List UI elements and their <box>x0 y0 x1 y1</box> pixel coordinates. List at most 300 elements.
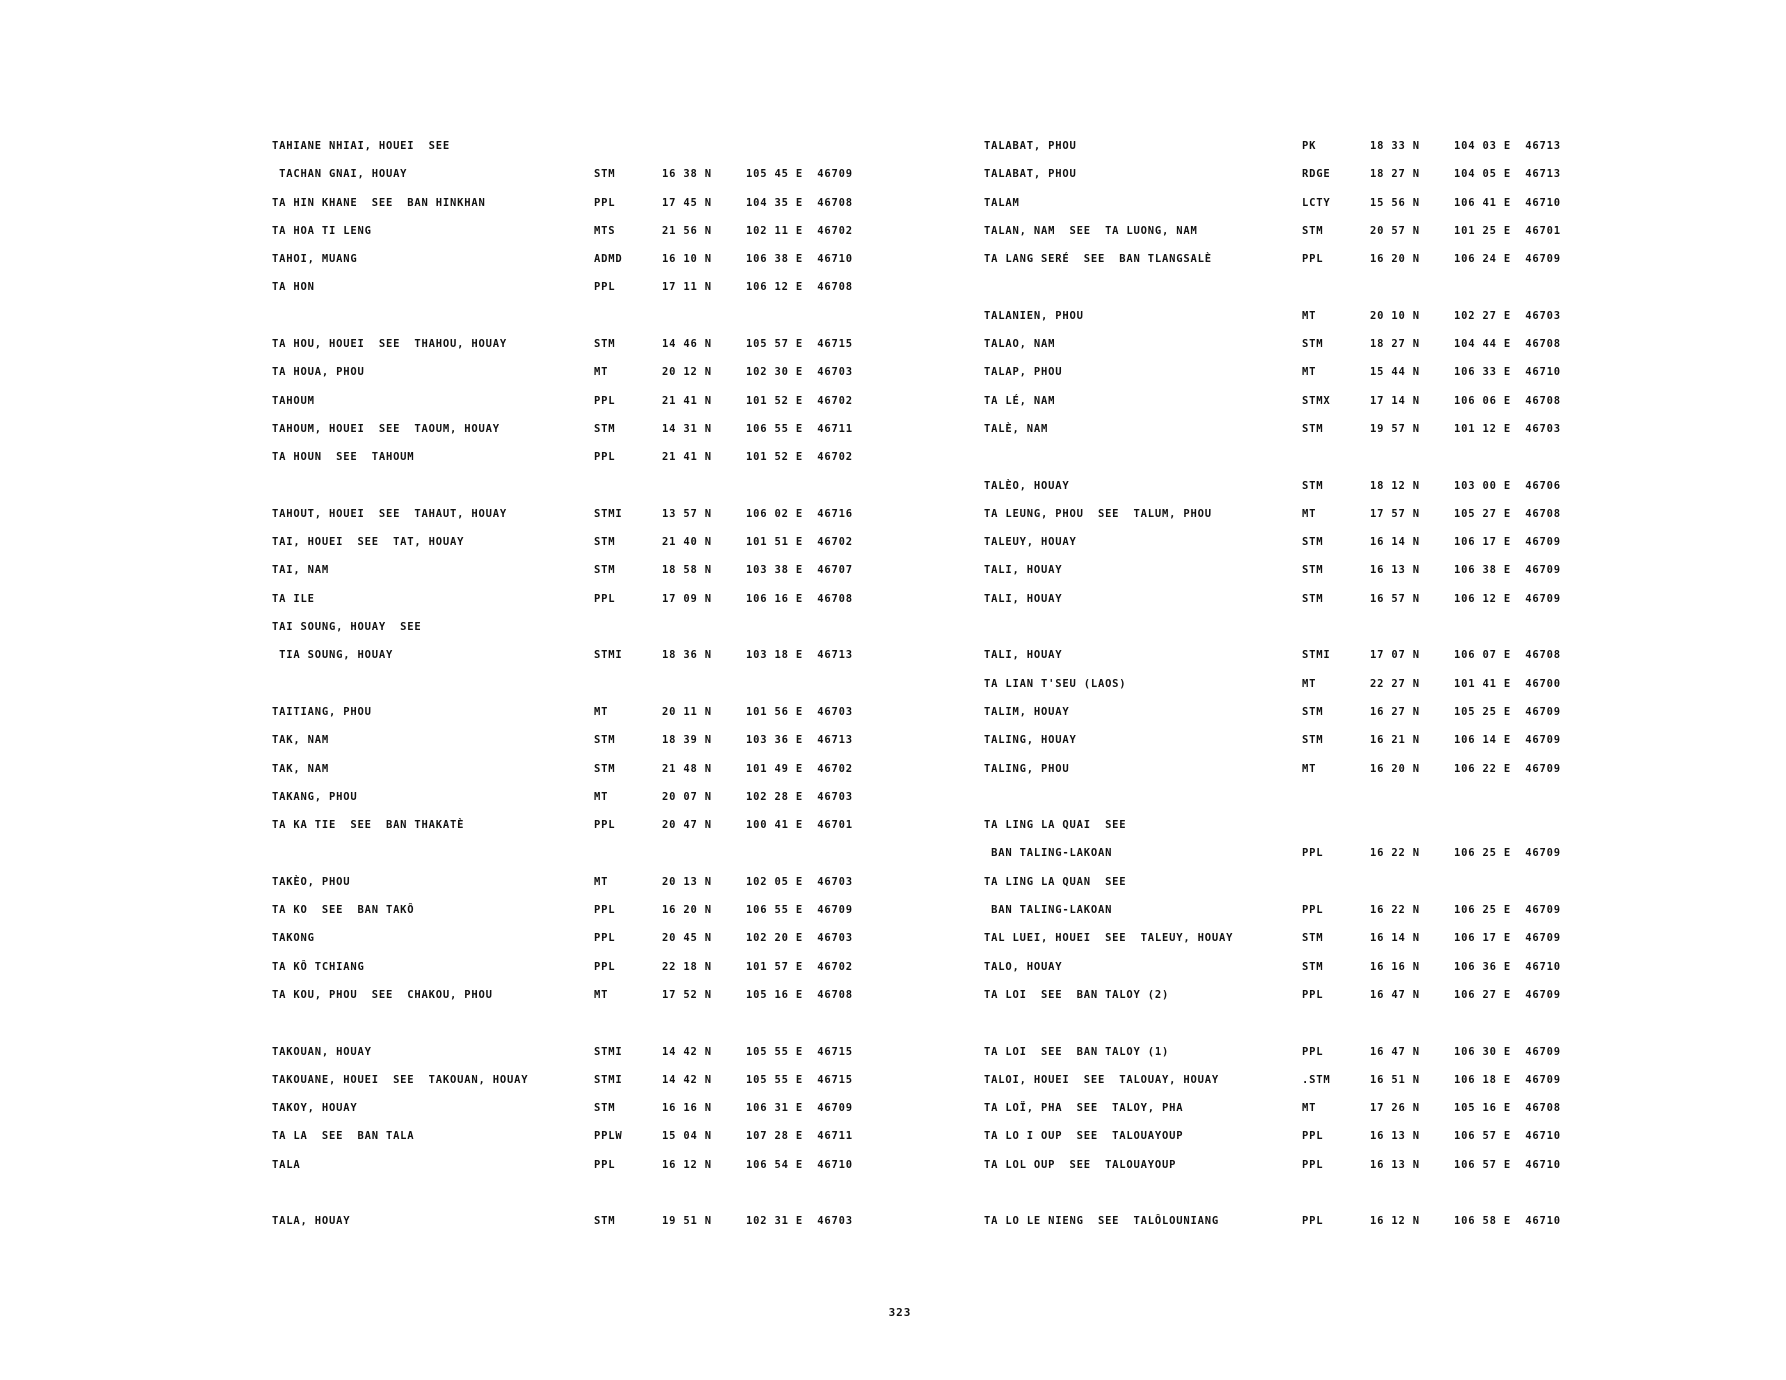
entry-latitude: 16 47 N <box>1370 988 1420 1001</box>
entry-longitude: 106 02 E 46716 <box>746 507 853 520</box>
entry-latitude: 17 09 N <box>662 592 712 605</box>
entry-latitude: 18 27 N <box>1370 338 1420 351</box>
entry-latitude: 16 13 N <box>1370 1158 1420 1171</box>
entry-longitude: 106 07 E 46708 <box>1454 649 1561 662</box>
entry-latitude: 16 13 N <box>1370 564 1420 577</box>
entry-name: TACHAN GNAI, HOUAY <box>272 168 408 181</box>
gazetteer-entry <box>984 674 1624 702</box>
entry-name: TAHOUT, HOUEI SEE TAHAUT, HOUAY <box>272 507 508 520</box>
entry-longitude: 104 35 E 46708 <box>746 196 853 209</box>
gazetteer-entry <box>984 730 1624 758</box>
entry-latitude: 17 26 N <box>1370 1102 1420 1115</box>
entry-latitude: 17 14 N <box>1370 394 1420 407</box>
gazetteer-entry <box>984 249 1624 277</box>
entry-latitude: 19 57 N <box>1370 422 1420 435</box>
entry-class: MT <box>594 988 609 1001</box>
entry-class: STM <box>594 1215 616 1228</box>
entry-class: PPL <box>1302 1130 1324 1143</box>
entry-longitude: 103 38 E 46707 <box>746 564 853 577</box>
entry-longitude: 106 25 E 46709 <box>1454 904 1561 917</box>
entry-longitude: 106 12 E 46709 <box>1454 592 1561 605</box>
entry-class: PPL <box>1302 988 1324 1001</box>
entry-longitude: 105 57 E 46715 <box>746 338 853 351</box>
entry-latitude: 13 57 N <box>662 507 712 520</box>
entry-name: TA LOI SEE BAN TALOY (2) <box>984 988 1170 1001</box>
entry-class: PPL <box>1302 904 1324 917</box>
entry-class: STMI <box>1302 649 1331 662</box>
gazetteer-entry <box>272 532 912 560</box>
entry-latitude: 20 13 N <box>662 875 712 888</box>
entry-class: PPL <box>1302 1215 1324 1228</box>
entry-latitude: 16 22 N <box>1370 904 1420 917</box>
entry-class: STM <box>1302 224 1324 237</box>
entry-longitude: 102 31 E 46703 <box>746 1215 853 1228</box>
entry-name: TALIM, HOUAY <box>984 705 1070 718</box>
entry-longitude: 102 30 E 46703 <box>746 366 853 379</box>
entry-class: PPL <box>1302 1045 1324 1058</box>
gazetteer-entry <box>272 164 912 192</box>
entry-class: PPL <box>594 1158 616 1171</box>
entry-longitude: 106 12 E 46708 <box>746 281 853 294</box>
entry-longitude: 104 44 E 46708 <box>1454 338 1561 351</box>
entry-latitude: 16 20 N <box>1370 762 1420 775</box>
gazetteer-entry <box>984 928 1624 956</box>
entry-latitude: 17 11 N <box>662 281 712 294</box>
entry-class: MT <box>1302 1102 1317 1115</box>
entry-name: TA HON <box>272 281 315 294</box>
entry-name: TA HIN KHANE SEE BAN HINKHAN <box>272 196 486 209</box>
entry-name: TAI SOUNG, HOUAY SEE <box>272 621 422 634</box>
entry-class: .STM <box>1302 1073 1331 1086</box>
entry-longitude: 106 38 E 46709 <box>1454 564 1561 577</box>
entry-latitude: 16 47 N <box>1370 1045 1420 1058</box>
entry-class: MT <box>594 790 609 803</box>
entry-class: STM <box>594 564 616 577</box>
entry-latitude: 20 07 N <box>662 790 712 803</box>
entry-class: MT <box>594 875 609 888</box>
entry-name: TAKÈO, PHOU <box>272 875 351 888</box>
entry-longitude: 105 25 E 46709 <box>1454 705 1561 718</box>
entry-name: TAKOUAN, HOUAY <box>272 1045 372 1058</box>
entry-class: STM <box>1302 932 1324 945</box>
gazetteer-entry <box>984 1070 1624 1098</box>
gazetteer-entry <box>272 136 912 164</box>
entry-name: TALANIEN, PHOU <box>984 309 1084 322</box>
entry-latitude: 16 10 N <box>662 253 712 266</box>
entry-class: STM <box>1302 960 1324 973</box>
entry-latitude: 16 12 N <box>1370 1215 1420 1228</box>
entry-longitude: 101 52 E 46702 <box>746 451 853 464</box>
entry-name: TAI, NAM <box>272 564 329 577</box>
entry-latitude: 16 21 N <box>1370 734 1420 747</box>
gazetteer-entry <box>272 1013 912 1041</box>
entry-name: TALABAT, PHOU <box>984 168 1077 181</box>
entry-name: TA KA TIE SEE BAN THAKATÈ <box>272 819 465 832</box>
entry-name: TA LING LA QUAI SEE <box>984 819 1127 832</box>
entry-class: PPL <box>594 932 616 945</box>
entry-name: BAN TALING-LAKOAN <box>984 847 1113 860</box>
entry-latitude: 18 58 N <box>662 564 712 577</box>
entry-name: TALING, PHOU <box>984 762 1070 775</box>
gazetteer-entry <box>984 872 1624 900</box>
entry-class: PPL <box>594 451 616 464</box>
entry-latitude: 14 42 N <box>662 1045 712 1058</box>
entry-longitude: 106 16 E 46708 <box>746 592 853 605</box>
entry-longitude: 106 17 E 46709 <box>1454 536 1561 549</box>
entry-latitude: 16 16 N <box>662 1102 712 1115</box>
gazetteer-entry <box>984 391 1624 419</box>
gazetteer-entry <box>272 702 912 730</box>
gazetteer-entry <box>272 560 912 588</box>
gazetteer-entry <box>984 645 1624 673</box>
entry-latitude: 17 52 N <box>662 988 712 1001</box>
entry-name: TALABAT, PHOU <box>984 140 1077 152</box>
entry-name: TAHOUM <box>272 394 315 407</box>
gazetteer-entry <box>272 1098 912 1126</box>
entry-class: MT <box>1302 366 1317 379</box>
gazetteer-entry <box>272 928 912 956</box>
gazetteer-entry <box>272 193 912 221</box>
gazetteer-entry <box>272 306 912 334</box>
entry-name: TAHOI, MUANG <box>272 253 358 266</box>
entry-name: TA ILE <box>272 592 315 605</box>
entry-class: STMX <box>1302 394 1331 407</box>
entry-class: STM <box>1302 422 1324 435</box>
entry-longitude: 105 45 E 46709 <box>746 168 853 181</box>
gazetteer-entry <box>272 277 912 305</box>
entry-class: PPL <box>594 394 616 407</box>
entry-class: STM <box>1302 338 1324 351</box>
entry-latitude: 16 22 N <box>1370 847 1420 860</box>
entry-longitude: 106 06 E 46708 <box>1454 394 1561 407</box>
entry-name: TALI, HOUAY <box>984 649 1063 662</box>
entry-latitude: 17 07 N <box>1370 649 1420 662</box>
entry-class: STMI <box>594 507 623 520</box>
entry-latitude: 20 57 N <box>1370 224 1420 237</box>
gazetteer-entry <box>272 872 912 900</box>
gazetteer-entry <box>984 1126 1624 1154</box>
gazetteer-entry <box>984 1098 1624 1126</box>
entry-latitude: 16 13 N <box>1370 1130 1420 1143</box>
entry-latitude: 20 11 N <box>662 705 712 718</box>
entry-longitude: 106 14 E 46709 <box>1454 734 1561 747</box>
entry-name: TALI, HOUAY <box>984 564 1063 577</box>
gazetteer-entry <box>984 787 1624 815</box>
entry-latitude: 16 20 N <box>1370 253 1420 266</box>
entry-class: RDGE <box>1302 168 1331 181</box>
entry-class: STM <box>594 536 616 549</box>
entry-class: STM <box>594 1102 616 1115</box>
gazetteer-entry <box>984 447 1624 475</box>
entry-class: STM <box>594 168 616 181</box>
entry-longitude: 101 49 E 46702 <box>746 762 853 775</box>
entry-longitude: 105 16 E 46708 <box>746 988 853 1001</box>
entry-name: TAK, NAM <box>272 762 329 775</box>
entry-longitude: 100 41 E 46701 <box>746 819 853 832</box>
entry-latitude: 21 48 N <box>662 762 712 775</box>
entry-latitude: 20 45 N <box>662 932 712 945</box>
gazetteer-entry <box>272 730 912 758</box>
entry-name: TALAP, PHOU <box>984 366 1063 379</box>
entry-longitude: 101 51 E 46702 <box>746 536 853 549</box>
entry-name: TAITIANG, PHOU <box>272 705 372 718</box>
entry-name: TAHIANE NHIAI, HOUEI SEE <box>272 140 451 152</box>
entry-longitude: 106 58 E 46710 <box>1454 1215 1561 1228</box>
entry-latitude: 21 56 N <box>662 224 712 237</box>
entry-name: TALO, HOUAY <box>984 960 1063 973</box>
entry-name: TAK, NAM <box>272 734 329 747</box>
entry-latitude: 16 38 N <box>662 168 712 181</box>
gazetteer-entry <box>984 476 1624 504</box>
entry-latitude: 16 16 N <box>1370 960 1420 973</box>
gazetteer-entry <box>272 985 912 1013</box>
gazetteer-entry <box>272 1155 912 1183</box>
entry-longitude: 101 57 E 46702 <box>746 960 853 973</box>
entry-name: TALÈO, HOUAY <box>984 479 1070 492</box>
right-column <box>984 136 1624 1240</box>
entry-latitude: 22 18 N <box>662 960 712 973</box>
entry-class: MT <box>594 366 609 379</box>
page-number: 323 <box>888 1306 912 1319</box>
entry-name: TALEUY, HOUAY <box>984 536 1077 549</box>
entry-class: PPL <box>594 592 616 605</box>
entry-longitude: 106 55 E 46709 <box>746 904 853 917</box>
entry-name: BAN TALING-LAKOAN <box>984 904 1113 917</box>
gazetteer-entry <box>272 843 912 871</box>
entry-name: TA LOL OUP SEE TALOUAYOUP <box>984 1158 1177 1171</box>
gazetteer-entry <box>272 1211 912 1239</box>
gazetteer-entry <box>984 221 1624 249</box>
entry-longitude: 106 33 E 46710 <box>1454 366 1561 379</box>
entry-longitude: 101 56 E 46703 <box>746 705 853 718</box>
entry-class: PPL <box>594 819 616 832</box>
entry-latitude: 22 27 N <box>1370 677 1420 690</box>
gazetteer-entry <box>984 617 1624 645</box>
entry-name: TA KO SEE BAN TAKÔ <box>272 904 415 917</box>
entry-longitude: 103 00 E 46706 <box>1454 479 1561 492</box>
entry-longitude: 105 55 E 46715 <box>746 1045 853 1058</box>
entry-longitude: 101 12 E 46703 <box>1454 422 1561 435</box>
entry-class: PPL <box>594 196 616 209</box>
entry-name: TA LOÏ, PHA SEE TALOY, PHA <box>984 1102 1184 1115</box>
gazetteer-entry <box>984 277 1624 305</box>
gazetteer-entry <box>984 1183 1624 1211</box>
entry-class: STMI <box>594 649 623 662</box>
entry-name: TA HOUA, PHOU <box>272 366 365 379</box>
entry-longitude: 103 36 E 46713 <box>746 734 853 747</box>
gazetteer-entry <box>272 645 912 673</box>
entry-latitude: 15 44 N <box>1370 366 1420 379</box>
gazetteer-entry <box>984 589 1624 617</box>
entry-class: PPL <box>1302 847 1324 860</box>
entry-class: MT <box>1302 677 1317 690</box>
entry-latitude: 14 31 N <box>662 422 712 435</box>
gazetteer-entry <box>272 617 912 645</box>
entry-latitude: 21 40 N <box>662 536 712 549</box>
entry-name: TALAM <box>984 196 1020 209</box>
gazetteer-entry <box>984 504 1624 532</box>
gazetteer-entry <box>272 249 912 277</box>
entry-name: TAKOUANE, HOUEI SEE TAKOUAN, HOUAY <box>272 1073 529 1086</box>
gazetteer-entry <box>272 447 912 475</box>
entry-longitude: 102 28 E 46703 <box>746 790 853 803</box>
entry-name: TALAN, NAM SEE TA LUONG, NAM <box>984 224 1198 237</box>
gazetteer-entry <box>272 1126 912 1154</box>
entry-name: TA LO LE NIENG SEE TALÔLOUNIANG <box>984 1215 1220 1228</box>
entry-longitude: 107 28 E 46711 <box>746 1130 853 1143</box>
gazetteer-entry <box>984 843 1624 871</box>
entry-longitude: 106 25 E 46709 <box>1454 847 1561 860</box>
gazetteer-entry <box>272 787 912 815</box>
entry-class: STM <box>594 734 616 747</box>
gazetteer-entry <box>272 221 912 249</box>
entry-name: TA LEUNG, PHOU SEE TALUM, PHOU <box>984 507 1212 520</box>
entry-longitude: 102 20 E 46703 <box>746 932 853 945</box>
entry-longitude: 106 22 E 46709 <box>1454 762 1561 775</box>
entry-latitude: 17 57 N <box>1370 507 1420 520</box>
gazetteer-entry <box>984 560 1624 588</box>
gazetteer-entry <box>984 759 1624 787</box>
entry-latitude: 18 39 N <box>662 734 712 747</box>
entry-latitude: 15 04 N <box>662 1130 712 1143</box>
entry-name: TAKANG, PHOU <box>272 790 358 803</box>
gazetteer-entry <box>984 1155 1624 1183</box>
entry-longitude: 106 31 E 46709 <box>746 1102 853 1115</box>
entry-name: TALI, HOUAY <box>984 592 1063 605</box>
gazetteer-entry <box>984 985 1624 1013</box>
entry-name: TAKONG <box>272 932 315 945</box>
entry-longitude: 106 24 E 46709 <box>1454 253 1561 266</box>
gazetteer-entry <box>984 306 1624 334</box>
gazetteer-entry <box>272 900 912 928</box>
entry-latitude: 14 42 N <box>662 1073 712 1086</box>
entry-latitude: 16 51 N <box>1370 1073 1420 1086</box>
entry-longitude: 102 05 E 46703 <box>746 875 853 888</box>
entry-longitude: 106 38 E 46710 <box>746 253 853 266</box>
entry-class: STMI <box>594 1045 623 1058</box>
entry-name: TA KÔ TCHIANG <box>272 960 365 973</box>
entry-name: TA LA SEE BAN TALA <box>272 1130 415 1143</box>
entry-class: STM <box>594 762 616 775</box>
entry-name: TA HOA TI LENG <box>272 224 372 237</box>
entry-longitude: 101 52 E 46702 <box>746 394 853 407</box>
entry-latitude: 20 47 N <box>662 819 712 832</box>
entry-name: TA LOI SEE BAN TALOY (1) <box>984 1045 1170 1058</box>
entry-name: TA HOUN SEE TAHOUM <box>272 451 415 464</box>
entry-latitude: 19 51 N <box>662 1215 712 1228</box>
entry-longitude: 106 55 E 46711 <box>746 422 853 435</box>
left-column <box>272 136 912 1240</box>
entry-latitude: 16 20 N <box>662 904 712 917</box>
gazetteer-entry <box>272 1042 912 1070</box>
gazetteer-entry <box>984 362 1624 390</box>
entry-latitude: 18 36 N <box>662 649 712 662</box>
entry-longitude: 106 57 E 46710 <box>1454 1158 1561 1171</box>
gazetteer-entry <box>984 1211 1624 1239</box>
entry-class: STM <box>594 338 616 351</box>
gazetteer-entry <box>272 759 912 787</box>
gazetteer-entry <box>984 193 1624 221</box>
entry-class: STM <box>594 422 616 435</box>
gazetteer-entry <box>272 362 912 390</box>
entry-name: TAL LUEI, HOUEI SEE TALEUY, HOUAY <box>984 932 1234 945</box>
entry-class: STM <box>1302 734 1324 747</box>
entry-name: TA LANG SERÉ SEE BAN TLANGSALÈ <box>984 253 1212 266</box>
entry-class: PPL <box>1302 253 1324 266</box>
entry-name: TALÈ, NAM <box>984 422 1049 435</box>
gazetteer-entry <box>984 815 1624 843</box>
gazetteer-entry <box>272 1070 912 1098</box>
entry-longitude: 106 17 E 46709 <box>1454 932 1561 945</box>
entry-class: PPL <box>1302 1158 1324 1171</box>
entry-latitude: 16 27 N <box>1370 705 1420 718</box>
entry-latitude: 16 14 N <box>1370 536 1420 549</box>
entry-name: TA HOU, HOUEI SEE THAHOU, HOUAY <box>272 338 508 351</box>
entry-class: STM <box>1302 705 1324 718</box>
entry-name: TA LÉ, NAM <box>984 394 1056 407</box>
entry-name: TALOI, HOUEI SEE TALOUAY, HOUAY <box>984 1073 1220 1086</box>
entry-latitude: 21 41 N <box>662 451 712 464</box>
entry-longitude: 106 54 E 46710 <box>746 1158 853 1171</box>
entry-longitude: 102 27 E 46703 <box>1454 309 1561 322</box>
gazetteer-entry <box>272 815 912 843</box>
gazetteer-entry <box>272 957 912 985</box>
entry-longitude: 105 16 E 46708 <box>1454 1102 1561 1115</box>
entry-longitude: 104 03 E 46713 <box>1454 140 1561 152</box>
entry-longitude: 106 41 E 46710 <box>1454 196 1561 209</box>
gazetteer-entry <box>984 136 1624 164</box>
gazetteer-entry <box>272 476 912 504</box>
entry-class: STM <box>1302 479 1324 492</box>
gazetteer-entry <box>272 419 912 447</box>
entry-class: MT <box>594 705 609 718</box>
entry-longitude: 105 55 E 46715 <box>746 1073 853 1086</box>
entry-name: TA LING LA QUAN SEE <box>984 875 1127 888</box>
entry-class: PPLW <box>594 1130 623 1143</box>
entry-longitude: 106 36 E 46710 <box>1454 960 1561 973</box>
entry-class: PPL <box>594 960 616 973</box>
gazetteer-entry <box>272 391 912 419</box>
entry-longitude: 106 57 E 46710 <box>1454 1130 1561 1143</box>
entry-longitude: 101 41 E 46700 <box>1454 677 1561 690</box>
entry-class: PPL <box>594 904 616 917</box>
entry-name: TALAO, NAM <box>984 338 1056 351</box>
gazetteer-entry <box>272 674 912 702</box>
entry-longitude: 101 25 E 46701 <box>1454 224 1561 237</box>
gazetteer-entry <box>272 589 912 617</box>
entry-name: TA LIAN T'SEU (LAOS) <box>984 677 1127 690</box>
entry-latitude: 16 12 N <box>662 1158 712 1171</box>
entry-class: MT <box>1302 762 1317 775</box>
entry-class: MTS <box>594 224 616 237</box>
entry-longitude: 102 11 E 46702 <box>746 224 853 237</box>
entry-name: TAI, HOUEI SEE TAT, HOUAY <box>272 536 465 549</box>
entry-longitude: 105 27 E 46708 <box>1454 507 1561 520</box>
entry-latitude: 18 33 N <box>1370 140 1420 152</box>
gazetteer-entry <box>984 164 1624 192</box>
entry-name: TAKOY, HOUAY <box>272 1102 358 1115</box>
entry-longitude: 106 18 E 46709 <box>1454 1073 1561 1086</box>
entry-latitude: 14 46 N <box>662 338 712 351</box>
gazetteer-entry <box>984 419 1624 447</box>
gazetteer-entry <box>984 334 1624 362</box>
entry-class: STM <box>1302 592 1324 605</box>
entry-class: LCTY <box>1302 196 1331 209</box>
gazetteer-entry <box>272 1183 912 1211</box>
entry-latitude: 18 12 N <box>1370 479 1420 492</box>
entry-class: STM <box>1302 564 1324 577</box>
gazetteer-entry <box>984 1013 1624 1041</box>
